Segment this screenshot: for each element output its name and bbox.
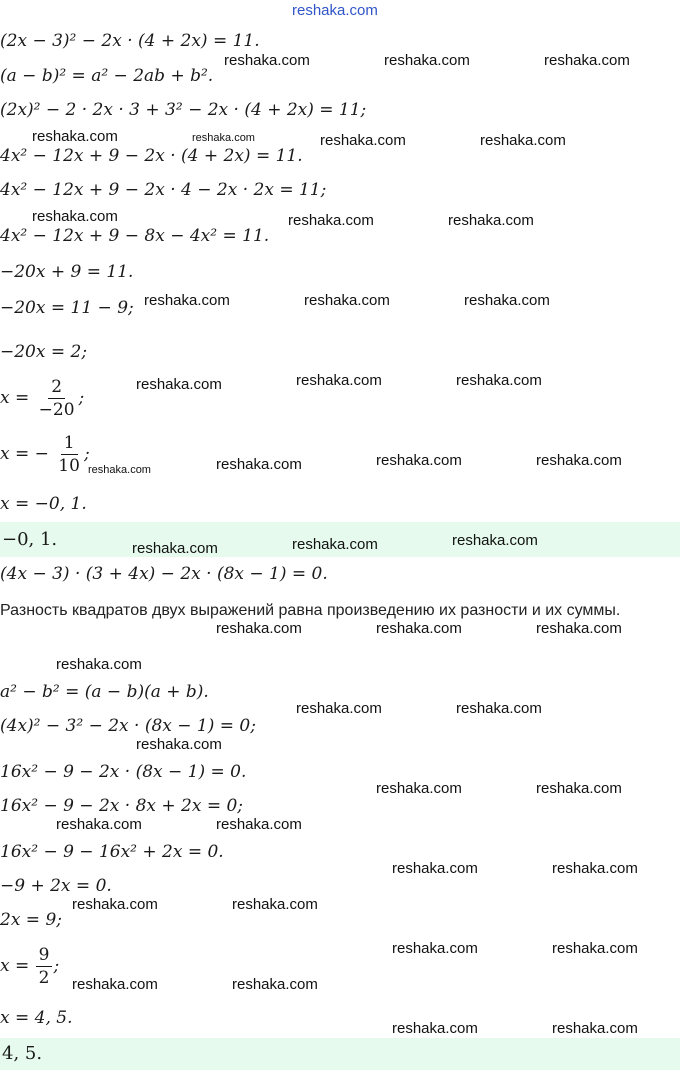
watermark: reshaka.com (392, 1020, 478, 1037)
fraction-denominator: 10 (58, 456, 80, 476)
watermark: reshaka.com (32, 128, 118, 145)
watermark: reshaka.com (144, 292, 230, 309)
rule-text: Разность квадратов двух выражений равна произведению их разности и их суммы. (0, 602, 621, 619)
watermark: reshaka.com (392, 940, 478, 957)
site-watermark-top[interactable]: reshaka.com (292, 2, 378, 19)
equation-line-part2-2: (4x)² − 3² − 2x · (8x − 1) = 0; (0, 716, 256, 736)
watermark: reshaka.com (56, 816, 142, 833)
fraction-numerator: 1 (61, 432, 78, 455)
watermark: reshaka.com (376, 620, 462, 637)
watermark: reshaka.com (292, 536, 378, 553)
watermark: reshaka.com (136, 736, 222, 753)
watermark: reshaka.com (448, 212, 534, 229)
watermark: reshaka.com (452, 532, 538, 549)
answer-text: −0, 1. (2, 529, 58, 550)
watermark: reshaka.com (216, 620, 302, 637)
equation-line-3: (2x)² − 2 · 2x · 3 + 3² − 2x · (4 + 2x) = 11; (0, 100, 367, 120)
watermark: reshaka.com (296, 700, 382, 717)
equation-line-5: 4x² − 12x + 9 − 2x · 4 − 2x · 2x = 11; (0, 180, 327, 200)
watermark: reshaka.com (56, 656, 142, 673)
equation-line-4: 4x² − 12x + 9 − 2x · (4 + 2x) = 11. (0, 146, 303, 166)
watermark: reshaka.com (536, 780, 622, 797)
watermark: reshaka.com (288, 212, 374, 229)
fraction (36, 376, 78, 421)
watermark: reshaka.com (72, 896, 158, 913)
fraction (36, 944, 53, 989)
watermark: reshaka.com (464, 292, 550, 309)
watermark: reshaka.com (304, 292, 390, 309)
fraction-suffix: ; (78, 388, 85, 408)
fraction-line-1 (0, 376, 84, 421)
watermark: reshaka.com (72, 976, 158, 993)
formula-line: (a − b)² = a² − 2ab + b². (0, 66, 214, 86)
watermark: reshaka.com (392, 860, 478, 877)
fraction-numerator: 9 (36, 944, 53, 967)
watermark: reshaka.com (552, 940, 638, 957)
equation-line-part2-6: −9 + 2x = 0. (0, 876, 112, 896)
watermark: reshaka.com (192, 132, 255, 144)
fraction-prefix: x = − (0, 444, 49, 464)
watermark: reshaka.com (552, 860, 638, 877)
fraction-suffix: ; (83, 444, 90, 464)
watermark: reshaka.com (536, 452, 622, 469)
watermark: reshaka.com (456, 372, 542, 389)
result-line-2: x = 4, 5. (0, 1008, 73, 1028)
equation-line-part2-3: 16x² − 9 − 2x · (8x − 1) = 0. (0, 762, 247, 782)
watermark: reshaka.com (232, 896, 318, 913)
watermark: reshaka.com (376, 452, 462, 469)
equation-line-6: 4x² − 12x + 9 − 8x − 4x² = 11. (0, 226, 270, 246)
equation-line-7: −20x + 9 = 11. (0, 262, 134, 282)
equation-line-part2-4: 16x² − 9 − 2x · 8x + 2x = 0; (0, 796, 244, 816)
watermark: reshaka.com (88, 464, 151, 476)
watermark: reshaka.com (544, 52, 630, 69)
answer-text: 4, 5. (2, 1043, 43, 1064)
fraction-line-2 (0, 432, 90, 477)
equation-line-part2-5: 16x² − 9 − 16x² + 2x = 0. (0, 842, 224, 862)
watermark: reshaka.com (384, 52, 470, 69)
watermark: reshaka.com (32, 208, 118, 225)
fraction-numerator: 2 (48, 376, 65, 399)
fraction-line-3 (0, 944, 59, 989)
equation-line-1: (2x − 3)² − 2x · (4 + 2x) = 11. (0, 31, 260, 51)
watermark: reshaka.com (536, 620, 622, 637)
watermark: reshaka.com (216, 456, 302, 473)
fraction-prefix: x = (0, 956, 30, 976)
watermark: reshaka.com (136, 376, 222, 393)
equation-line-part2: (4x − 3) · (3 + 4x) − 2x · (8x − 1) = 0. (0, 564, 328, 584)
watermark: reshaka.com (216, 816, 302, 833)
watermark: reshaka.com (296, 372, 382, 389)
watermark: reshaka.com (224, 52, 310, 69)
watermark: reshaka.com (232, 976, 318, 993)
watermark: reshaka.com (320, 132, 406, 149)
equation-line-9: −20x = 2; (0, 342, 88, 362)
fraction (55, 432, 83, 477)
fraction-denominator: 2 (38, 968, 50, 988)
watermark: reshaka.com (480, 132, 566, 149)
fraction-prefix: x = (0, 388, 30, 408)
fraction-denominator: −20 (38, 400, 75, 420)
watermark: reshaka.com (132, 540, 218, 557)
watermark: reshaka.com (552, 1020, 638, 1037)
watermark: reshaka.com (376, 780, 462, 797)
fraction-suffix: ; (53, 956, 60, 976)
equation-line-part2-7: 2x = 9; (0, 910, 62, 930)
watermark: reshaka.com (456, 700, 542, 717)
formula-line-part2: a² − b² = (a − b)(a + b). (0, 682, 209, 702)
result-line-1: x = −0, 1. (0, 494, 87, 514)
equation-line-8: −20x = 11 − 9; (0, 298, 134, 318)
answer-box-2 (0, 1038, 680, 1070)
